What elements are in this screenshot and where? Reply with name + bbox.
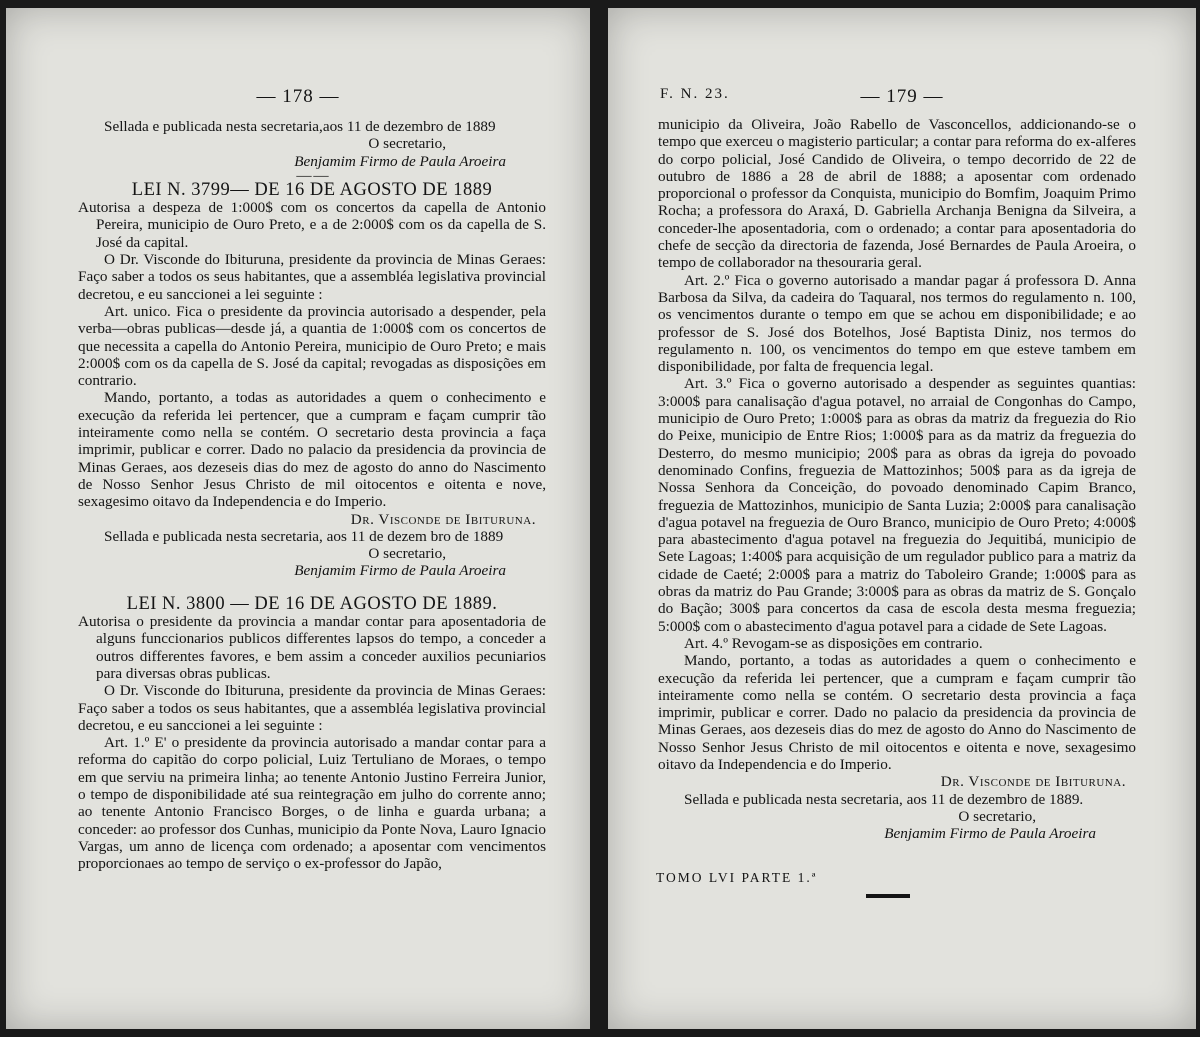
secretary-signature: Benjamim Firmo de Paula Aroeira — [884, 825, 1096, 843]
law-title: LEI N. 3800 — DE 16 DE AGOSTO DE 1889. — [126, 593, 498, 614]
secretary-label: O secretario, — [368, 135, 446, 153]
end-rule — [866, 894, 910, 898]
law-article: Art. 3.º Fica o governo autorisado a despender as seguintes quantias: 3:000$ para canalisação d'agua potavel, no arraial de Congonhas do Campo, municipio de Ouro Preto; 1:000$ para as obras da matriz da freguezia do Rio do Peixe, municipio de Entre Rios; 1:000$ para as da matriz da freguezia do Desterro, do mesmo municipio; 200$ para as obras da igreja do povoado denominado Confins, freguezia de Mattozinhos; 500$ para as da igreja de Nossa Senhora da Conceição, do povoado denominado Capim Branco, freguezia de Mattozinhos, municipio de Santa Luzia; 2:000$ para canalisação d'agua potavel na freguezia de Ouro Branco, municipio de Ouro Preto; 4:000$ para abastecimento d'agua potavel na freguezia do Jequitibá, municipio de Sete Lagoas; 1:400$ para acquisição de um regulador publico para a matriz da cidade de Caeté; 2:000$ para a matriz do Taboleiro Grande; 1:000$ para as obras da matriz do Pau Grande; 3:000$ para as obras da matriz de S. Gonçalo do Bação; 300$ para concertos da casa de escola desta mesma freguezia; 5:000$ com o abastecimento d'agua potavel para a cidade de Sete Lagoas. — [658, 375, 1136, 635]
law-article: Art. unico. Fica o presidente da provincia autorisado a despender, pela verba—obras publicas—desde já, a quantia de 1:000$ com os concertos de que necessita a capella do Antonio Pereira, municipio de Ouro Preto; e mais 2:000$ com os da capella de S. José da capital; revogadas as disposições em contrario. — [78, 302, 546, 390]
signature-mark: F. N. 23. — [660, 86, 730, 102]
law-title: LEI N. 3799— DE 16 DE AGOSTO DE 1889 — [131, 179, 493, 200]
page-number: — 178 — — [256, 86, 340, 107]
publication-note: Sellada e publicada nesta secretaria, aos 11 de dezem bro de 1889 — [104, 527, 504, 545]
law-article-continued: municipio da Oliveira, João Rabello de Vasconcellos, addicionando-se o tempo que exerceu o magisterio particular; a contar para reforma do ex-alferes do corpo policial, José Candido de Oliveira, o tempo decorrido de 22 de outubro de 1886 a 28 de abril de 1888; a aposentar com ordenado proporcional o professor da Conquista, municipio do Bomfim, Joaquim Primo Rocha; a professora do Araxá, D. Gabriella Archanja Benigna da Silveira, a conceder-lhe aposentadoria, com o ordenado; a contar para aposentadoria do chefe de secção da directoria de fazenda, José Bernardes de Paula Aroeira, o tempo de collaborador na thesouraria geral. — [658, 116, 1136, 272]
secretary-signature: Benjamim Firmo de Paula Aroeira — [294, 152, 506, 170]
secretary-label: O secretario, — [958, 807, 1036, 825]
separator: — — — [296, 166, 328, 184]
law-article: Art. 1.º E' o presidente da provincia autorisado a mandar contar para a reforma do capitão do corpo policial, Luiz Tertuliano de Moraes, o tempo em que serviu na primeira linha; ao tenente Antonio Justino Ferreira Junior, o tempo de disponibilidade até sua reintegração em julho do corrente anno; ao tenente Antonio Francisco Borges, o de linha e guarda urbana; a conceder: ao professor dos Cunhas, municipio da Ponte Nova, Lauro Ignacio Vargas, um anno de licença com ordenado; a aposentar com vencimentos proporcionaes ao tempo de serviço o ex-professor do Japão, — [78, 734, 546, 873]
page-body — [78, 118, 546, 872]
left-page — [6, 8, 590, 1029]
publication-note: Sellada e publicada nesta secretaria, aos 11 de dezembro de 1889. — [684, 790, 1084, 808]
law-closing: Mando, portanto, a todas as autoridades a quem o conhecimento e execução da referida lei pertencer, que a cumpram e façam cumprir tão inteiramente como nella se contém. O secretario desta provincia a faça imprimir, publicar e correr. Dado no palacio da presidencia da provincia de Minas Geraes, aos dezeseis dias do mez de agosto do Anno do Nascimento de Nosso Senhor Jesus Christo de mil oitocentos e oitenta e nove, sexagesimo oitavo da Independencia e do Imperio. — [658, 652, 1136, 773]
president-signature: Dr. Visconde de Ibituruna. — [940, 773, 1126, 791]
law-summary: Autorisa a despeza de 1:000$ com os concertos da capella de Antonio Pereira, municipio de Ouro Preto, e a de 2:000$ com os da capella de S. José da capital. — [78, 199, 546, 251]
secretary-label: O secretario, — [368, 545, 446, 563]
right-page — [608, 8, 1196, 1029]
law-preamble: O Dr. Visconde do Ibituruna, presidente da provincia de Minas Geraes: Faço saber a todos os seus habitantes, que a assembléa legislativa provincial decretou, e eu sanccionei a lei seguinte : — [78, 682, 546, 734]
page-number: — 179 — — [860, 86, 944, 107]
publication-note: Sellada e publicada nesta secretaria,aos 11 de dezembro de 1889 — [104, 118, 496, 135]
volume-mark: TOMO LVI PARTE 1.ª — [656, 870, 818, 885]
law-article: Art. 2.º Fica o governo autorisado a mandar pagar á professora D. Anna Barbosa da Silva, da cadeira do Taquaral, nos termos do regulamento n. 100, os vencimentos durante o tempo em que se achou em disponibilidade; e ao professor de S. José dos Botelhos, José Baptista Diniz, nos termos do regulamento n. 100, os vencimentos do tempo em que esteve tambem em disponibilidade, por falta de frequencia legal. — [658, 271, 1136, 376]
law-closing: Mando, portanto, a todas as autoridades a quem o conhecimento e execução da referida lei pertencer, que a cumpram e façam cumprir tão inteiramente como nella se contém. O secretario desta provincia a faça imprimir, publicar e correr. Dado no palacio da presidencia da provincia de Minas Geraes, aos dezeseis dias do mez de agosto do anno do Nascimento de Nosso Senhor Jesus Christo de mil oitocentos e oitenta e nove, sexagesimo oitavo da Independencia e do Imperio. — [78, 389, 546, 511]
law-preamble: O Dr. Visconde do Ibituruna, presidente da provincia de Minas Geraes: Faço saber a todos os seus habitantes, que a assembléa legislativa provincial decretou, e eu sanccionei a lei seguinte : — [78, 251, 546, 303]
law-summary: Autorisa o presidente da provincia a mandar contar para aposentadoria de alguns funccionarios publicos differentes lapsos do tempo, a conceder a outros differentes favores, e bem assim a conceder auxilios pecuniarios para diversas obras publicas. — [78, 613, 546, 682]
president-signature: Dr. Visconde de Ibituruna. — [350, 510, 536, 528]
law-article: Art. 4.º Revogam-se as disposições em contrario. — [684, 634, 983, 652]
page-body — [658, 116, 1136, 842]
secretary-signature: Benjamim Firmo de Paula Aroeira — [294, 562, 506, 580]
